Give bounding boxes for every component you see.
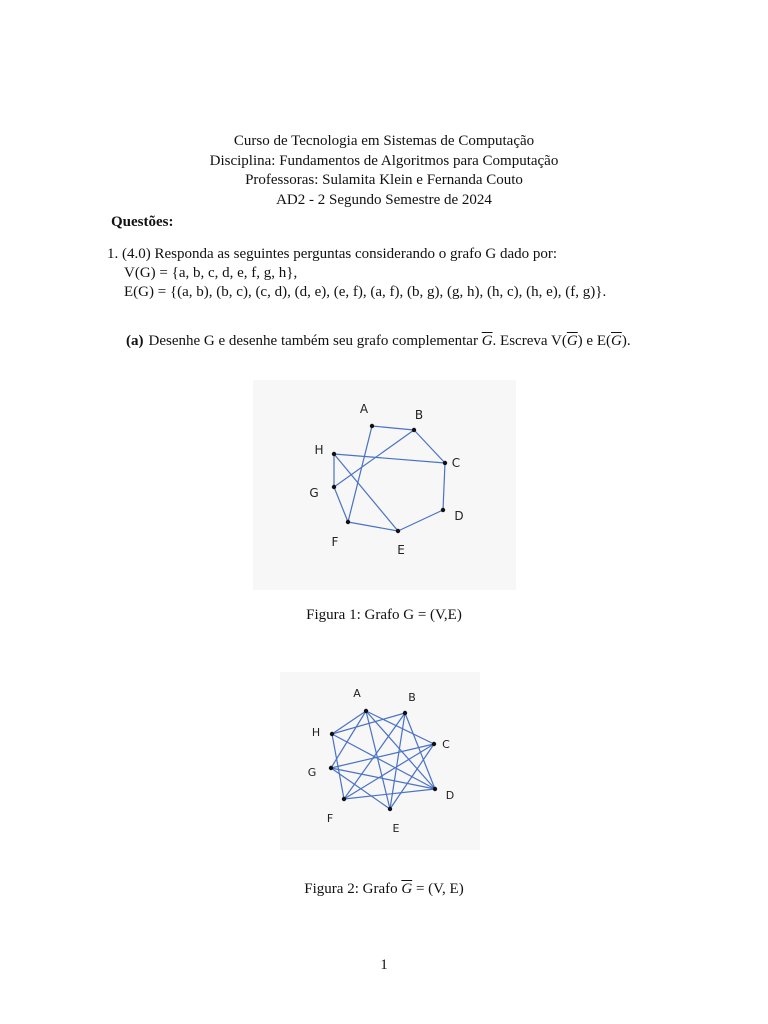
- edge-a-c: [366, 711, 434, 744]
- vertex-e: [396, 529, 400, 533]
- discipline-line: Disciplina: Fundamentos de Algoritmos para Computação: [209, 152, 559, 169]
- course-line: Curso de Tecnologia em Sistemas de Computação: [233, 133, 535, 149]
- complement-g-symbol: $\overline{G}$: [481, 333, 493, 349]
- vertex-label-d: D: [454, 509, 464, 523]
- vertex-g: [329, 766, 333, 770]
- question-intro: (4.0) Responda as seguintes perguntas considerando o grafo G dado por:: [122, 246, 558, 262]
- figure-2: [280, 672, 480, 850]
- vertex-g: [332, 485, 336, 489]
- vertex-f: [346, 520, 350, 524]
- vertex-h: [332, 452, 336, 456]
- vertex-label-h: H: [314, 443, 324, 457]
- part-a-text-middle: . Escreva V(: [492, 333, 567, 349]
- professors-line: Professoras: Sulamita Klein e Fernanda Couto: [245, 172, 523, 188]
- part-a-text-and: ) e E(: [577, 333, 611, 349]
- vertex-e: [388, 807, 392, 811]
- question-1a: [126, 333, 631, 350]
- figure-2-caption-before: Figura 2: Grafo: [304, 881, 402, 897]
- vertex-b: [412, 428, 416, 432]
- vertex-label-f: F: [331, 535, 339, 549]
- vertex-label-g: G: [307, 766, 317, 779]
- edge-b-h: [332, 713, 405, 734]
- vertex-label-c: C: [451, 456, 461, 470]
- vertex-label-g: G: [309, 486, 319, 500]
- edge-h-e: [334, 454, 398, 531]
- vertex-c: [443, 461, 447, 465]
- edge-a-b: [372, 426, 414, 430]
- part-a-label: (a): [126, 333, 144, 349]
- figure-2-gbar: $\overline{G}$: [401, 881, 413, 897]
- page-number: 1: [380, 957, 388, 973]
- edge-f-h: [332, 734, 344, 799]
- vertex-a: [370, 424, 374, 428]
- question-1: [107, 245, 606, 302]
- vertex-d: [441, 508, 445, 512]
- vertex-b: [403, 711, 407, 715]
- vertex-label-d: D: [445, 789, 455, 802]
- vertex-d: [433, 787, 437, 791]
- vertex-label-e: E: [397, 543, 405, 557]
- assignment-line: AD2 - 2 Segundo Semestre de 2024: [276, 191, 492, 208]
- vertex-label-f: F: [326, 812, 334, 825]
- complement-g-symbol-3: $\overline{G}$: [610, 333, 622, 349]
- figure-1: [253, 380, 516, 590]
- question-1-intro-line: [107, 245, 606, 264]
- edge-c-g: [331, 744, 434, 768]
- figure-1-caption: Figura 1: Grafo G = (V,E): [306, 607, 462, 623]
- edge-b-c: [414, 430, 445, 463]
- vertex-label-b: B: [414, 408, 424, 422]
- vertex-h: [330, 732, 334, 736]
- edge-f-g: [334, 487, 348, 522]
- document-header: [0, 132, 768, 210]
- edge-b-g: [334, 430, 414, 487]
- edge-h-c: [334, 454, 445, 463]
- edge-b-d: [405, 713, 435, 789]
- edge-a-h: [332, 711, 366, 734]
- vertex-label-e: E: [392, 822, 400, 835]
- vertex-c: [432, 742, 436, 746]
- graph-g-drawing: [253, 380, 516, 590]
- edge-e-f: [348, 522, 398, 531]
- figure-2-caption-after: = (V, E): [412, 881, 464, 897]
- question-number: 1.: [107, 246, 119, 262]
- vertex-f: [342, 797, 346, 801]
- graph-complement-drawing: [280, 672, 480, 850]
- vertex-label-c: C: [442, 738, 450, 751]
- vertex-label-b: B: [408, 691, 416, 704]
- part-a-text-end: ).: [621, 333, 631, 349]
- edge-c-d: [443, 463, 445, 510]
- edge-d-e: [398, 510, 443, 531]
- edge-set: E(G) = {(a, b), (b, c), (c, d), (d, e), (e, f), (a, f), (b, g), (g, h), (h, c), (h, e), (f, g)}.: [124, 284, 607, 300]
- edge-b-e: [390, 713, 405, 809]
- vertex-label-a: A: [359, 402, 369, 416]
- vertex-label-h: H: [311, 726, 321, 739]
- figure-2-caption: [0, 881, 768, 898]
- vertex-set: V(G) = {a, b, c, d, e, f, g, h},: [124, 265, 298, 281]
- part-a-text-before: Desenhe G e desenhe também seu grafo complementar: [148, 333, 482, 349]
- questions-heading: Questões:: [111, 214, 174, 230]
- vertex-label-a: A: [353, 687, 361, 700]
- edge-b-f: [344, 713, 405, 799]
- complement-g-symbol-2: $\overline{G}$: [566, 333, 578, 349]
- vertex-a: [364, 709, 368, 713]
